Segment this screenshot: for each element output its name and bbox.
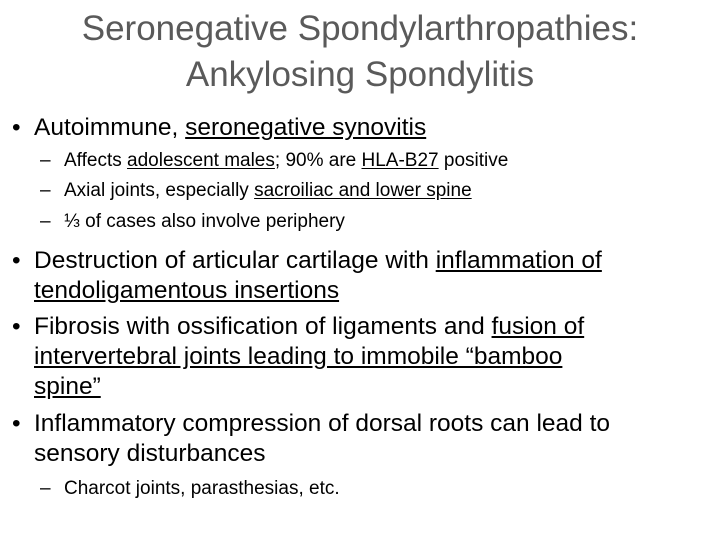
sub-bullet-text-underlined: HLA-B27 <box>361 150 439 171</box>
sub-bullet-text <box>64 177 472 205</box>
sub-bullet-marker: – <box>40 478 51 499</box>
bullet-text <box>34 312 584 341</box>
bullet-marker: • <box>12 313 21 340</box>
sub-bullet-marker: – <box>40 211 51 232</box>
sub-bullet-marker: – <box>40 150 51 171</box>
bullet-text-underlined: intervertebral joints leading to immobile “bamboo <box>34 343 563 370</box>
sub-bullet-text-underlined: sacroiliac and lower spine <box>254 180 472 201</box>
bullet-text <box>34 113 426 142</box>
bullet-text <box>34 372 101 401</box>
sub-bullet-text-plain: ; 90% are <box>274 150 362 171</box>
bullet-marker: • <box>12 247 21 274</box>
bullet-text-underlined: inflammation of <box>435 247 602 274</box>
bullet-text-plain: Autoimmune, <box>34 114 186 141</box>
bullet-text: Inflammatory compression of dorsal roots can lead to <box>34 410 611 437</box>
sub-bullet-text-plain: Affects <box>64 150 128 171</box>
bullet-marker: • <box>12 114 21 141</box>
sub-bullet-text <box>64 147 508 175</box>
sub-bullet-text: ⅓ of cases also involve periphery <box>64 211 345 232</box>
sub-bullet-text: Charcot joints, parasthesias, etc. <box>64 478 340 499</box>
sub-bullet-text-plain: Axial joints, especially <box>64 180 255 201</box>
bullet-marker: • <box>12 410 21 437</box>
bullet-text-plain: Destruction of articular cartilage with <box>34 247 436 274</box>
bullet-text <box>34 246 602 275</box>
bullet-text: sensory disturbances <box>34 440 266 467</box>
sub-bullet-text-plain: positive <box>438 150 509 171</box>
sub-bullet-text-underlined: adolescent males <box>127 150 275 171</box>
bullet-text-plain: Fibrosis with ossification of ligaments and <box>34 313 492 340</box>
bullet-text-underlined: spine” <box>34 373 101 400</box>
bullet-text-underlined: tendoligamentous insertions <box>34 277 340 304</box>
bullet-text-underlined: seronegative synovitis <box>185 114 427 141</box>
bullet-text-underlined: fusion of <box>491 313 585 340</box>
bullet-text <box>34 276 339 305</box>
slide-title-line-2: Ankylosing Spondylitis <box>185 55 535 94</box>
slide-title-line-1: Seronegative Spondylarthropathies: <box>81 9 639 48</box>
sub-bullet-marker: – <box>40 180 51 201</box>
bullet-text <box>34 342 562 371</box>
